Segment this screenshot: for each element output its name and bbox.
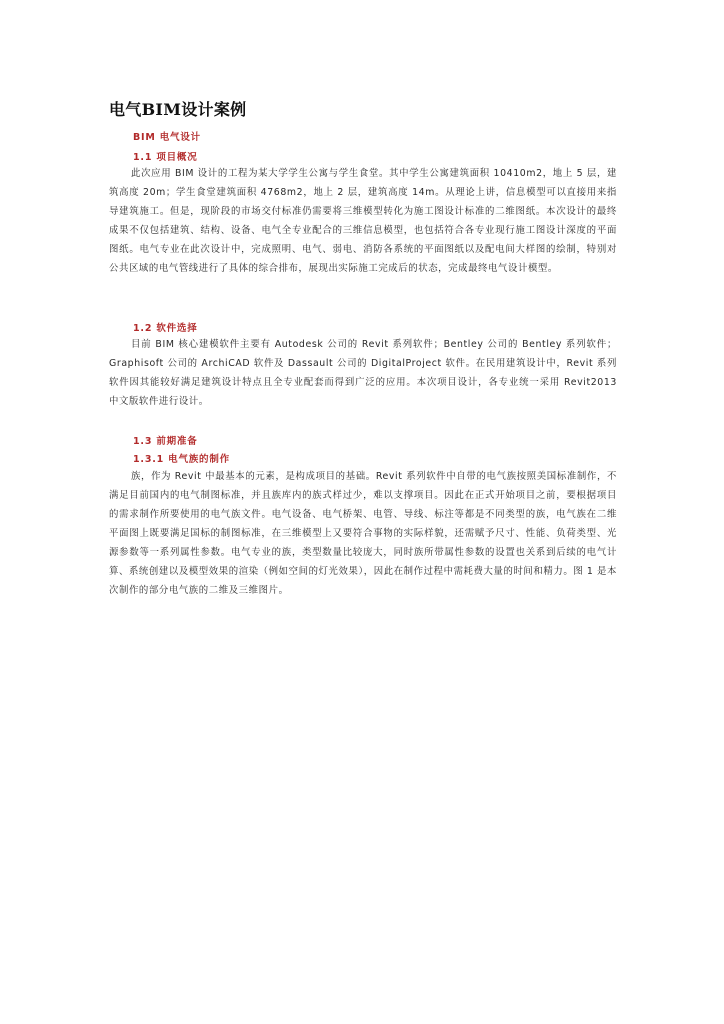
heading-1-2: 1.2 软件选择 [133,323,198,334]
paragraph-electrical-family: 族，作为 Revit 中最基本的元素，是构成项目的基础。Revit 系列软件中自带的电气族按照美国标准制作，不满足目前国内的电气制图标准，并且族库内的族式样过少，难以支撑项目。因此在正式开始项目之前，要根据项目的需求制作所要使用的电气族文件。电气设备、电气桥架、电管、导线、标注等都是不同类型的族，电气族在二维平面图上既要满足国标的制图标准，在三维模型上又要符合事物的实际样貌，还需赋予尺寸、性能、负荷类型、光源参数等一系列属性参数。电气专业的族，类型数量比较庞大，同时族所带属性参数的设置也关系到后续的电气计算、系统创建以及模型效果的渲染（例如空间的灯光效果），因此在制作过程中需耗费大量的时间和精力。图 1 是本次制作的部分电气族的二维及三维图片。 [109,471,617,596]
paragraph-software-selection: 目前 BIM 核心建模软件主要有 Autodesk 公司的 Revit 系列软件；Bentley 公司的 Bentley 系列软件；Graphisoft 公司的 ArchiCAD 软件及 Dassault 公司的 DigitalProject 软件。在民用建筑设计中，Revit 系列软件因其能较好满足建筑设计特点且全专业配套而得到广泛的应用。本次项目设计，各专业统一采用 Revit2013 中文版软件进行设计。 [109,339,617,407]
section-heading-bim-electrical: BIM 电气设计 [133,132,201,143]
paragraph-project-overview: 此次应用 BIM 设计的工程为某大学学生公寓与学生食堂。其中学生公寓建筑面积 10410m2，地上 5 层，建筑高度 20m；学生食堂建筑面积 4768m2，地上 2 层，建筑高度 14m。从理论上讲，信息模型可以直接用来指导建筑施工。但是，现阶段的市场交付标准仍需要将三维模型转化为施工图设计标准的二维图纸。本次设计的最终成果不仅包括建筑、结构、设备、电气全专业配合的三维信息模型，也包括符合各专业现行施工图设计深度的平面图纸。电气专业在此次设计中，完成照明、电气、弱电、消防各系统的平面图纸以及配电间大样图的绘制，特别对公共区域的电气管线进行了具体的综合排布，展现出实际施工完成后的状态，完成最终电气设计模型。 [109,168,617,274]
heading-1-1: 1.1 项目概况 [133,152,198,163]
heading-1-3-1: 1.3.1 电气族的制作 [133,454,230,465]
heading-1-3: 1.3 前期准备 [133,436,198,447]
page-title: 电气BIM设计案例 [109,100,247,119]
